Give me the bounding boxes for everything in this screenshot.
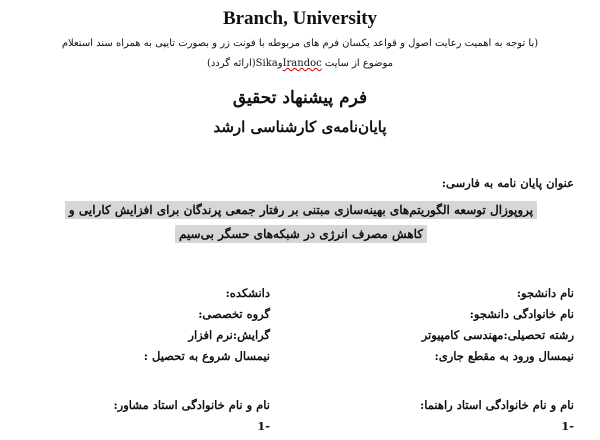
faculty-field: دانشکده:: [225, 286, 270, 300]
form-subtitle: پایان‌نامه‌ی کارشناسی ارشد: [213, 118, 387, 136]
orientation-field: گرایش:نرم افزار: [188, 328, 270, 342]
note-suffix: (ارائه گردد): [206, 58, 256, 69]
note-and: و: [277, 58, 283, 69]
supervisor-item-1: -1: [561, 419, 574, 433]
thesis-topic: [48, 198, 554, 246]
start-semester-field: نیمسال شروع به تحصیل :: [143, 349, 270, 363]
consultant-item-1: -1: [257, 419, 270, 433]
note-prefix: موضوع از سایت: [321, 58, 394, 69]
supervisor-field: نام و نام خانوادگی استاد راهنما:: [420, 398, 574, 412]
student-last-name-field: نام خانوادگی دانشجو:: [469, 307, 574, 321]
university-name: Branch, University: [222, 8, 378, 29]
field-of-study: رشته تحصیلی:مهندسی کامپیوتر: [421, 328, 574, 342]
consultant-field: نام و نام خانوادگی استاد مشاور:: [113, 398, 270, 412]
irandoc-link-text: Irandoc: [282, 58, 322, 69]
form-title: فرم پیشنهاد تحقیق: [232, 88, 368, 108]
topic-line-1: پروپوزال توسعه الگوریتم‌های بهینه‌سازی مبتنی بر رفتار جمعی پرندگان برای افزایش کارایی و: [65, 201, 537, 219]
instruction-note-line2: [0, 58, 600, 69]
student-first-name-field: نام دانشجو:: [516, 286, 574, 300]
sika-text: Sika: [255, 58, 278, 69]
topic-line-2: کاهش مصرف انرژی در شبکه‌های حسگر بی‌سیم: [175, 225, 427, 243]
topic-label: عنوان پایان نامه به فارسی:: [441, 176, 574, 190]
instruction-note-line1: (با توجه به اهمیت رعایت اصول و قواعد یکسان فرم های مربوطه با فونت زر و بصورت تایپی به همراه سند استعلام: [61, 38, 539, 49]
specialty-group-field: گروه تخصصی:: [198, 307, 270, 321]
entry-semester-field: نیمسال ورود به مقطع جاری:: [434, 349, 574, 363]
